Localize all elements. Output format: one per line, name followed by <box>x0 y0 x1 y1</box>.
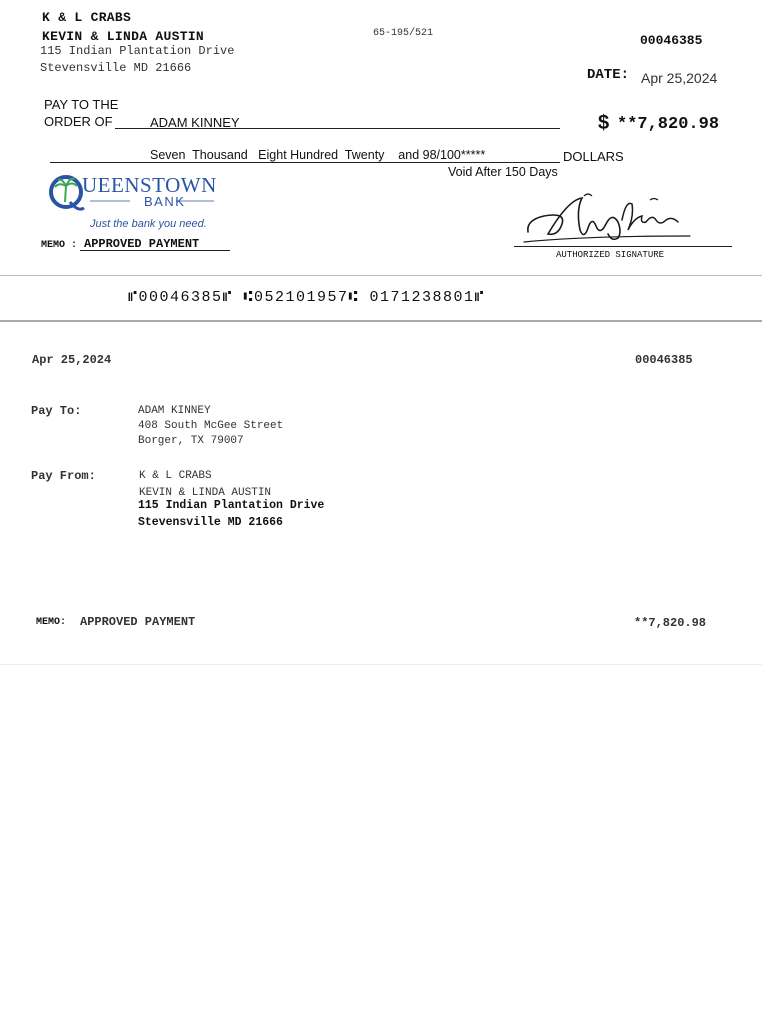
stub-date: Apr 25,2024 <box>32 353 112 367</box>
payer-address-line2: Stevensville MD 21666 <box>40 61 192 75</box>
amount-numeric: **7,820.98 <box>617 115 720 134</box>
payee-name: ADAM KINNEY <box>150 115 240 130</box>
stub-memo-label: MEMO: <box>36 617 67 628</box>
dollar-sign: $ <box>598 112 610 134</box>
stub-payer-address-line2: Stevensville MD 21666 <box>138 516 283 529</box>
check-stub-divider <box>0 320 762 322</box>
stub-bottom-divider <box>0 664 762 665</box>
signature-label: AUTHORIZED SIGNATURE <box>556 250 665 260</box>
routing-fraction: 65-195/521 <box>373 28 434 39</box>
stub-pay-to-label: Pay To: <box>31 404 82 418</box>
amount-words-line <box>50 162 560 163</box>
stub-payer-business: K & L CRABS <box>139 470 212 482</box>
date-label: DATE: <box>587 67 630 83</box>
dollars-label: DOLLARS <box>563 149 624 164</box>
stub-payee-address-line2: Borger, TX 79007 <box>138 435 244 447</box>
signature-line <box>514 246 732 247</box>
payer-address-line1: 115 Indian Plantation Drive <box>40 44 235 58</box>
amount-words: Seven Thousand Eight Hundred Twenty and 98/100***** <box>150 148 486 162</box>
bank-tagline: Just the bank you need. <box>90 218 207 230</box>
stub-payer-address-line1: 115 Indian Plantation Drive <box>138 499 325 512</box>
order-of-label: ORDER OF <box>44 114 113 129</box>
stub-payer-owner: KEVIN & LINDA AUSTIN <box>139 487 272 499</box>
authorized-signature-image <box>522 190 692 250</box>
stub-pay-from-label: Pay From: <box>31 469 96 483</box>
stub-amount: **7,820.98 <box>634 616 707 630</box>
stub-payee-address-line1: 408 South McGee Street <box>138 420 284 432</box>
stub-check-number: 00046385 <box>635 353 693 367</box>
memo-value: APPROVED PAYMENT <box>84 237 200 251</box>
payer-owner-name: KEVIN & LINDA AUSTIN <box>42 29 205 44</box>
memo-label: MEMO : <box>41 240 78 251</box>
pay-to-label: PAY TO THE <box>44 97 119 112</box>
check-divider <box>0 275 762 276</box>
stub-payee-name: ADAM KINNEY <box>138 405 211 417</box>
stub-memo-value: APPROVED PAYMENT <box>80 615 196 629</box>
micr-line: ⑈00046385⑈ ⑆052101957⑆ 0171238801⑈ <box>128 289 486 306</box>
memo-line <box>80 250 230 251</box>
void-notice: Void After 150 Days <box>448 165 558 179</box>
check-date: Apr 25,2024 <box>641 70 718 86</box>
bank-subname: BANK <box>144 194 186 209</box>
check-number: 00046385 <box>640 33 703 48</box>
bank-name: UEENSTOWN <box>82 173 217 197</box>
payer-business-name: K & L CRABS <box>42 10 132 25</box>
